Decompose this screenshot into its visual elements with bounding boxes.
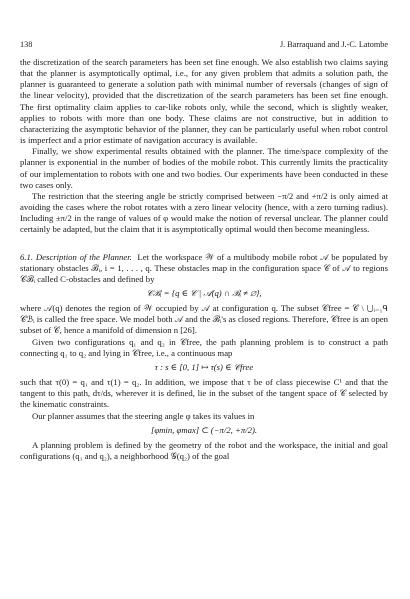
- section-gap: [20, 236, 388, 252]
- section-title: 6.1. Description of the Planner.: [20, 251, 132, 262]
- equation-steering-interval: [φmin, φmax] ⊂ (−π/2, +π/2).: [150, 424, 258, 435]
- paragraph-experiments: Finally, we show experimental results obtained with the planner. The time/space complexity of the planner is exponential in the number of bodies of the mobile robot. This currently limits the practicality of our implementation to robots with one and two bodies. Our experiments have been conducted in these two cases only.: [20, 146, 388, 190]
- body-text: [20, 57, 388, 462]
- page-header: [20, 40, 388, 52]
- equation-path-map: τ : s ∈ [0, 1] ↦ τ(s) ∈ 𝒞free: [154, 361, 254, 372]
- paragraph-workspace-text: Let the workspace 𝒲 of a multibody mobile robot 𝒜 be populated by stationary obstacles ℬᵢ, i = 1, . . . , q. These obstacles map in the configuration space 𝒞 of 𝒜 to regions 𝒞ℬᵢ called C-obstacles and defined by: [20, 251, 388, 284]
- paragraph-workspace: [20, 252, 388, 285]
- paragraph-path-problem: Given two configurations q₁ and q₂ in 𝒞free, the path planning problem is to construct a path connecting q₁ to q₂ and lying in 𝒞free, i.e., a continuous map: [20, 336, 388, 358]
- running-head: J. Barraquand and J.-C. Latombe: [279, 40, 388, 49]
- paragraph-steering-range: Our planner assumes that the steering angle φ takes its values in: [32, 410, 255, 421]
- paragraph-free-space: where 𝒜(q) denotes the region of 𝒲 occupied by 𝒜 at configuration q. The subset 𝒞free = 𝒞 \ ⋃ᵢ₌₁ᑫ 𝒞ℬᵢ is called the free space. We model both 𝒜 and the ℬᵢ's as closed regions. Therefore, 𝒞free is an open subset of 𝒞, hence a manifold of dimension n [26].: [20, 303, 388, 336]
- equation-c-obstacle: 𝒞ℬᵢ = {q ∈ 𝒞 | 𝒜(q) ∩ ℬᵢ ≠ ∅},: [146, 287, 262, 298]
- page-number: 138: [20, 40, 33, 49]
- paragraph-planning-problem: A planning problem is defined by the geometry of the robot and the workspace, the initial and goal configurations (q₁ and q₂), a neighborhood 𝒢(q₂) of the goal: [20, 439, 388, 461]
- paragraph-path-conditions: such that τ(0) = q₁ and τ(1) = q₂. In addition, we impose that τ be of class piecewise C¹ and that the tangent to this path, dτ/ds, wherever it is defined, lie in the subset of the tangent space of 𝒞 selected by the kinematic constraints.: [20, 377, 388, 410]
- paragraph-optimality: the discretization of the search parameters has been set fine enough. We also establish two claims saying that the planner is asymptotically optimal, i.e., for any given problem that admits a solution path, the planner is guaranteed to generate a solution path with minimal number of reversals (changes of sign of the linear velocity), provided that the discretization of the search parameters has been set fine enough. The first optimality claim applies to car-like robots only, while the second, which is slightly weaker, applies to robots with more than one body. These claims are not constructive, but in addition to characterizing the asymptotic behavior of the planner, they can be particularly useful when robot control is imperfect and a prior estimate of navigation accuracy is available.: [20, 57, 388, 146]
- paragraph-steering-restriction: The restriction that the steering angle be strictly comprised between −π/2 and +π/2 is only aimed at avoiding the cases where the robot rotates with a zero linear velocity (hence, with a zero turning radius). Including ±π/2 in the range of values of φ would make the notion of reversal unclear. The planner could certainly be adapted, but the claim that it is asymptotically optimal would then become meaningless.: [20, 190, 388, 235]
